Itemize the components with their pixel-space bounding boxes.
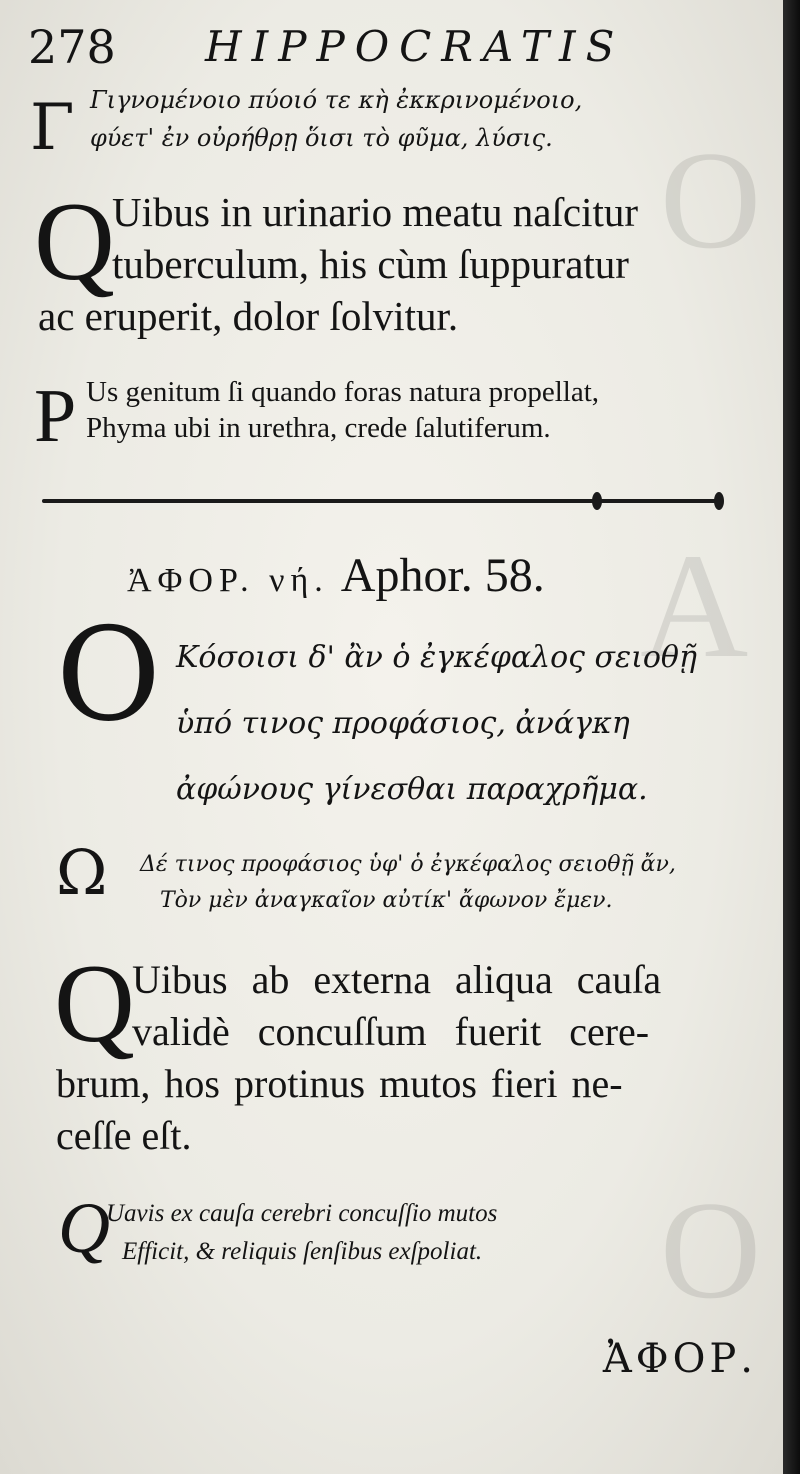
verse-line-1: Us genitum ſi quando foras natura propellat, <box>86 376 600 408</box>
italic-dropcap-q: Q <box>58 1188 110 1268</box>
page-edge-shadow <box>783 0 800 1474</box>
italic-verse-line-1: Uavis ex cauſa cerebri concuſſio mutos <box>106 1200 498 1227</box>
page-number: 278 <box>28 20 116 74</box>
latin2-line-2: validè concuſſum fuerit cere- <box>132 1009 650 1054</box>
greek-verse2-line-1: Δέ τινος προφάσιος ὑφ' ὁ ἐγκέφαλος σειοθῇ ἄν, <box>140 852 676 877</box>
running-title: HIPPOCRATIS <box>205 22 625 71</box>
latin-line-3: ac eruperit, dolor ſolvitur. <box>38 293 459 339</box>
latin2-line-1: Uibus ab externa aliqua cauſa <box>132 957 662 1002</box>
divider-end-ornament <box>714 492 724 510</box>
latin2-line-4: ceſſe eſt. <box>56 1113 192 1158</box>
greek-dropcap-omega: Ω <box>56 836 108 909</box>
greek-verse2-line-2: Τὸν μὲν ἀναγκαῖον αὐτίκ' ἄφωνον ἔμεν. <box>160 888 613 913</box>
greek-verse-line-2: φύετ' ἐν οὐρήθρῃ ὅισι τὸ φῦμα, λύσις. <box>90 124 553 152</box>
show-through-o2: O <box>660 1173 762 1328</box>
catchword: ἈΦΟΡ. <box>602 1336 757 1382</box>
latin2-line-3: brum, hos protinus mutos fieri ne- <box>56 1061 623 1106</box>
aphorism-greek-title: ἈΦΟΡ. νή. <box>127 562 329 599</box>
latin-line-2: tuberculum, his cùm ſuppuratur <box>112 241 629 287</box>
show-through-a: A <box>640 523 749 689</box>
verse-line-2: Phyma ubi in urethra, crede ſalutiferum. <box>86 412 551 444</box>
greek-prose-line-2: ὑπό τινος προφάσιος, ἀνάγκη <box>176 706 630 741</box>
greek-dropcap-gamma: Γ <box>30 91 75 165</box>
aphorism-heading <box>127 548 545 603</box>
greek-prose-line-3: ἀφώνους γίνεσθαι παραχρῆμα. <box>176 772 648 807</box>
italic-verse-line-2: Efficit, & reliquis ſenſibus exſpoliat. <box>122 1238 483 1265</box>
aphorism-latin-title: Aphor. 58. <box>340 549 545 602</box>
greek-prose-line-1: Κόσοισι δ' ἂν ὁ ἐγκέφαλος σειοθῇ <box>176 640 697 675</box>
verse-dropcap-p: P <box>34 374 77 458</box>
divider-ornament <box>592 492 602 510</box>
latin-line-1: Uibus in urinario meatu naſcitur <box>112 189 639 235</box>
greek-dropcap-o: O <box>56 601 161 750</box>
greek-verse-line-1: Γιγνομένοιο πύοιό τε κὴ ἐκκρινομένοιο, <box>90 86 583 114</box>
latin-dropcap-q: Q <box>34 180 115 304</box>
show-through-o: O <box>660 123 762 278</box>
latin-dropcap-q-2: Q <box>54 942 135 1066</box>
section-divider <box>42 499 722 503</box>
